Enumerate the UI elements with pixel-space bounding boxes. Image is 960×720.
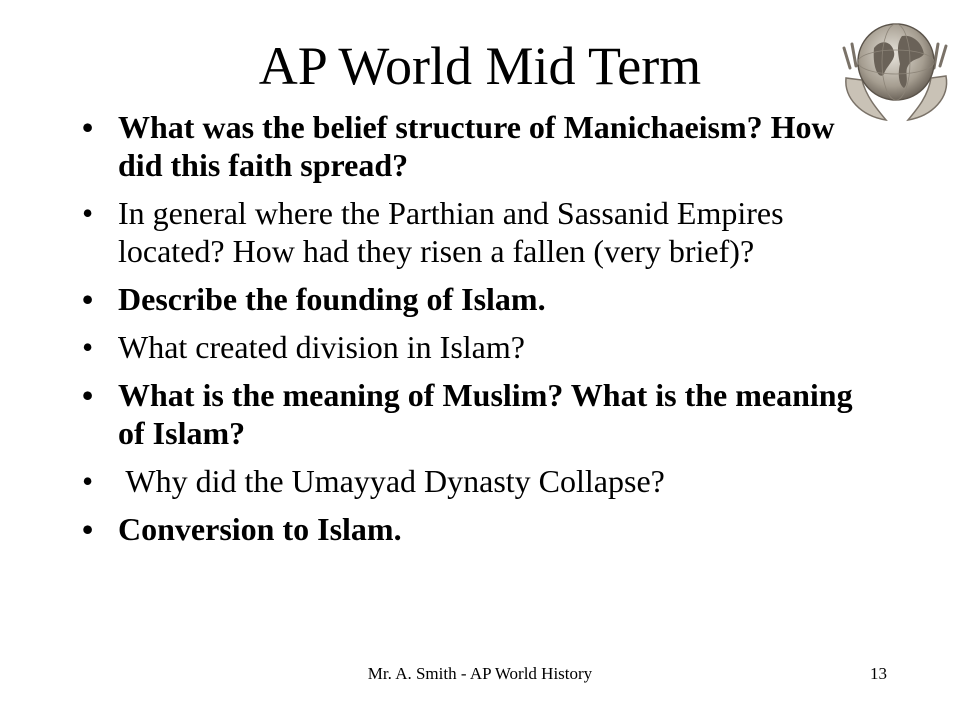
slide-title: AP World Mid Term: [258, 36, 702, 96]
page-number: 13: [870, 664, 887, 683]
bullet-marker: •: [82, 511, 94, 547]
bullet-item: [80, 462, 870, 500]
footer-author: Mr. A. Smith - AP World History: [367, 664, 593, 683]
bullet-marker: •: [82, 463, 94, 499]
bullet-marker: •: [82, 329, 94, 365]
bullet-item: [80, 194, 870, 270]
bullet-list: [80, 108, 870, 558]
bullet-text: What created division in Islam?: [118, 329, 525, 365]
bullet-item: [80, 280, 870, 318]
bullet-text: Describe the founding of Islam.: [118, 281, 546, 317]
bullet-marker: •: [82, 377, 94, 413]
bullet-text: Conversion to Islam.: [118, 511, 402, 547]
bullet-text: What was the belief structure of Manichaeism? How did this faith spread?: [118, 109, 835, 183]
bullet-marker: •: [82, 109, 94, 145]
bullet-item: [80, 328, 870, 366]
bullet-marker: •: [82, 195, 94, 231]
bullet-item: [80, 376, 870, 452]
bullet-marker: •: [82, 281, 94, 317]
bullet-item: [80, 108, 870, 184]
bullet-text: Why did the Umayyad Dynasty Collapse?: [118, 463, 665, 499]
bullet-item: [80, 510, 870, 548]
bullet-text: What is the meaning of Muslim? What is the meaning of Islam?: [118, 377, 853, 451]
bullet-text: In general where the Parthian and Sassanid Empires located? How had they risen a fallen (very brief)?: [118, 195, 784, 269]
